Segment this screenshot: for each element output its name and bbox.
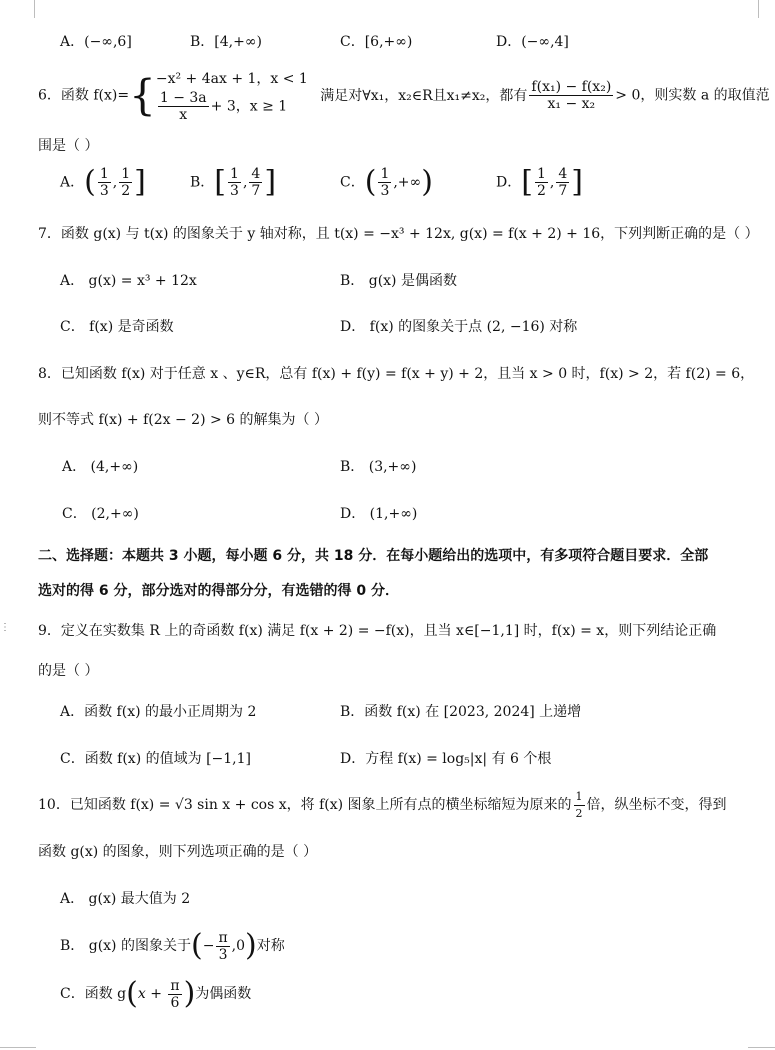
q10-b-den: 3	[218, 946, 228, 963]
q10-option-c-pre: C．函数 g	[60, 986, 127, 1002]
q6-d-n1: 1	[536, 166, 546, 182]
q8-stem-line1: 8．已知函数 f(x) 对于任意 x 、y∈R，总有 f(x) + f(y) = f(x + y) + 2，且当 x > 0 时，f(x) > 2，若 f(2) = 6，	[38, 366, 755, 382]
q10-half-num: 1	[574, 789, 585, 806]
q6-option-a-label: A．	[60, 174, 85, 191]
q9-option-b[interactable]: B．函数 f(x) 在 [2023, 2024] 上递增	[340, 704, 582, 720]
q5-option-a[interactable]: A．(−∞,6]	[60, 34, 132, 50]
q9-option-a[interactable]: A．函数 f(x) 的最小正周期为 2	[60, 704, 257, 720]
q8-option-b[interactable]: B． (3,+∞)	[340, 459, 417, 475]
q6-d-n2: 4	[558, 166, 568, 182]
q10-c-den: 6	[170, 994, 180, 1011]
q5-option-d[interactable]: D．(−∞,4]	[496, 34, 569, 50]
q8-option-c[interactable]: C． (2,+∞)	[62, 506, 139, 522]
q6-a-d2: 2	[121, 183, 131, 199]
q10-stem-post: 倍，纵坐标不变，得到	[586, 797, 727, 813]
q5-option-b[interactable]: B．[4,+∞)	[190, 34, 262, 50]
page-edge-mark-left	[34, 0, 35, 18]
q6-text-mid: 满足对∀x₁，x₂∈R且x₁≠x₂，都有	[320, 87, 528, 104]
q7-option-b[interactable]: B． g(x) 是偶函数	[340, 273, 457, 289]
q6-d-d1: 2	[536, 183, 546, 199]
q6-option-b[interactable]: B．[ $\frac{1}{3}$ , $\frac{4}{7}$ ]	[190, 164, 277, 200]
q8-stem-line2: 则不等式 f(x) + f(2x − 2) > 6 的解集为（ ）	[38, 412, 328, 428]
q6-option-c[interactable]: C．( $\frac{1}{3}$ ,+∞)	[340, 164, 433, 200]
q6-text-end: > 0，则实数 a 的取值范	[615, 87, 770, 104]
q10-half-fraction	[574, 789, 585, 822]
binding-dots: ⋮	[0, 622, 10, 633]
q8-option-a[interactable]: A． (4,+∞)	[62, 459, 139, 475]
q6-a-n1: 1	[99, 166, 109, 182]
q6-piecewise	[156, 68, 308, 123]
section2-heading-line2: 选对的得 6 分，部分选对的得部分分，有选错的得 0 分．	[38, 583, 399, 599]
q6-case-2	[156, 90, 308, 123]
q6-c-d1: 3	[380, 183, 390, 199]
q7-option-d[interactable]: D． f(x) 的图象关于点 (2, −16) 对称	[340, 319, 578, 335]
q10-option-c-post: 为偶函数	[195, 986, 252, 1002]
q6-option-c-label: C．	[340, 174, 365, 191]
q6-case2-rest: + 3，x ≥ 1	[210, 98, 288, 115]
q6-c-rest: ,+∞	[393, 174, 422, 191]
q6-case-1: −x² + 4ax + 1，x < 1	[155, 71, 308, 87]
q10-stem-line2: 函数 g(x) 的图象，则下列选项正确的是（ ）	[38, 844, 318, 860]
q8-option-d[interactable]: D． (1,+∞)	[340, 506, 418, 522]
q6-number: 6．	[38, 87, 61, 104]
q6-cond-den: x₁ − x₂	[547, 96, 596, 112]
q10-b-num: π	[218, 929, 228, 946]
q10-stem-pre: 10．已知函数 f(x) = √3 sin x + cos x，将 f(x) 图象上所有点的横坐标缩短为原来的	[38, 797, 572, 813]
q5-option-c[interactable]: C．[6,+∞)	[340, 34, 413, 50]
page-edge-mark-bottom-left	[0, 1047, 36, 1048]
q6-option-d-label: D．	[496, 174, 522, 191]
q6-b-d2: 7	[251, 183, 261, 199]
page-edge-mark-right	[758, 0, 759, 18]
q10-half-den: 2	[575, 806, 583, 820]
q6-condition-fraction	[529, 79, 613, 112]
q9-option-d[interactable]: D．方程 f(x) = log₅|x| 有 6 个根	[340, 751, 552, 767]
q6-b-n1: 1	[230, 166, 239, 182]
q6-stem	[38, 68, 770, 123]
q6-b-d1: 3	[230, 183, 239, 199]
q10-option-b[interactable]: B． g(x) 的图象关于(− $\frac{\pi}{3}$ ,0)对称	[60, 928, 285, 963]
page-edge-mark-bottom-right	[748, 1047, 775, 1048]
q6-a-d1: 3	[99, 183, 109, 199]
q6-func: 函数 f(x)=	[60, 87, 130, 104]
q6-b-n2: 4	[251, 166, 261, 182]
section2-heading-line1: 二、选择题：本题共 3 小题，每小题 6 分，共 18 分．在每小题给出的选项中，有多项符合题目要求．全部	[38, 548, 709, 564]
q6-stem-line2: 围是（ ）	[38, 138, 99, 154]
q10-option-b-post: 对称	[256, 938, 285, 954]
q6-a-n2: 1	[121, 166, 131, 182]
q10-c-num: π	[170, 977, 180, 994]
q6-option-b-label: B．	[190, 174, 215, 191]
q6-d-d2: 7	[558, 183, 568, 199]
q9-option-c[interactable]: C．函数 f(x) 的值域为 [−1,1]	[60, 751, 251, 767]
q9-stem-line1: 9．定义在实数集 R 上的奇函数 f(x) 满足 f(x + 2) = −f(x)，且当 x∈[−1,1] 时，f(x) = x，则下列结论正确	[38, 623, 717, 639]
q6-c-n1: 1	[380, 166, 390, 182]
q10-option-b-pre: B． g(x) 的图象关于	[60, 938, 191, 954]
q6-option-d[interactable]: D．[ $\frac{1}{2}$ , $\frac{4}{7}$ ]	[496, 164, 583, 200]
q6-cond-num: f(x₁) − f(x₂)	[531, 79, 612, 95]
q6-case2-num: 1 − 3a	[159, 90, 207, 106]
q7-option-a[interactable]: A． g(x) = x³ + 12x	[60, 273, 197, 289]
q9-stem-line2: 的是（ ）	[38, 663, 99, 679]
q7-option-c[interactable]: C． f(x) 是奇函数	[60, 319, 174, 335]
q10-stem-line1	[38, 788, 747, 822]
q6-option-a[interactable]: A．( $\frac{1}{3}$ , $\frac{1}{2}$ ]	[60, 164, 146, 200]
q10-option-c[interactable]: C．函数 g(x + $\frac{\pi}{6}$ )为偶函数	[60, 976, 252, 1011]
q6-piecewise-brace: {	[129, 70, 156, 120]
q7-stem: 7．函数 g(x) 与 t(x) 的图象关于 y 轴对称，且 t(x) = −x³ + 12x, g(x) = f(x + 2) + 16，下列判断正确的是（ ）	[38, 226, 759, 242]
q10-option-a[interactable]: A． g(x) 最大值为 2	[60, 891, 191, 907]
q6-case2-den: x	[179, 107, 188, 123]
